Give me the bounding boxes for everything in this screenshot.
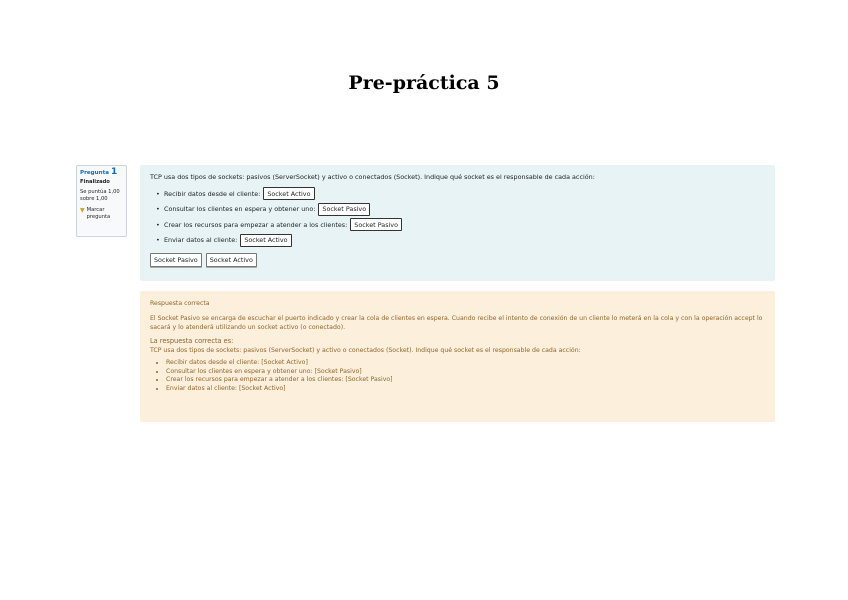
drag-choice-pasivo[interactable]: Socket Pasivo bbox=[150, 253, 202, 267]
flag-label: Marcar pregunta bbox=[86, 207, 111, 220]
list-item bbox=[164, 202, 765, 218]
right-answer-intro: TCP usa dos tipos de sockets: pasivos (ServerSocket) y activo o conectados (Socket). Indique qué socket es el responsable de cada acción: bbox=[150, 347, 581, 354]
item-label: • Recibir datos desde el cliente: bbox=[164, 189, 261, 198]
drop-zone[interactable]: Socket Pasivo bbox=[318, 203, 370, 216]
list-item bbox=[164, 233, 765, 249]
list-item: • Consultar los clientes en espera y obtener uno: [Socket Pasivo] bbox=[166, 368, 765, 377]
question-formulation bbox=[140, 165, 775, 281]
right-answer-label: La respuesta correcta es: bbox=[150, 337, 234, 345]
question-number-value: 1 bbox=[111, 167, 118, 177]
page-title: Pre-práctica 5 bbox=[348, 72, 500, 94]
drag-choices bbox=[150, 253, 765, 267]
item-label: • Crear los recursos para empezar a atender a los clientes: bbox=[164, 220, 348, 229]
drag-choice-activo[interactable]: Socket Activo bbox=[206, 253, 257, 267]
feedback-panel bbox=[140, 291, 775, 422]
grade-line-2: sobre 1,00 bbox=[80, 196, 108, 202]
question-label: Pregunta bbox=[80, 170, 110, 176]
question-state: Finalizado bbox=[80, 179, 110, 185]
list-item bbox=[164, 186, 765, 202]
grade-line-1: Se puntúa 1,00 bbox=[80, 189, 120, 195]
list-item: • Enviar datos al cliente: [Socket Activo] bbox=[166, 385, 765, 394]
drop-items-list bbox=[150, 186, 765, 248]
item-label: • Consultar los clientes en espera y obtener uno: bbox=[164, 205, 316, 214]
question-number bbox=[80, 169, 124, 177]
list-item bbox=[164, 217, 765, 233]
drop-zone[interactable]: Socket Activo bbox=[263, 187, 314, 200]
list-item: • Crear los recursos para empezar a atender a los clientes: [Socket Pasivo] bbox=[166, 376, 765, 385]
right-answer-list bbox=[150, 359, 765, 393]
feedback-title: Respuesta correcta bbox=[150, 300, 210, 307]
question-info-panel bbox=[76, 165, 127, 237]
list-item: • Recibir datos desde el cliente: [Socket Activo] bbox=[166, 359, 765, 368]
drop-zone[interactable]: Socket Pasivo bbox=[350, 218, 402, 231]
question-grade bbox=[80, 189, 124, 203]
feedback-text: El Socket Pasivo se encarga de escuchar el puerto indicado y crear la cola de clientes en espera. Cuando recibe el intento de conexión de un cliente lo meterá en la cola y con la operación accept lo sacará y lo atenderá utilizando un socket activo (o conectado). bbox=[150, 315, 763, 331]
flag-icon: ▼ bbox=[80, 207, 85, 214]
flag-question-button[interactable] bbox=[80, 207, 124, 221]
item-label: • Enviar datos al cliente: bbox=[164, 236, 238, 245]
drop-zone[interactable]: Socket Activo bbox=[240, 234, 291, 247]
question-text: TCP usa dos tipos de sockets: pasivos (ServerSocket) y activo o conectados (Socket). Indique qué socket es el responsable de cada acción: bbox=[150, 173, 595, 181]
